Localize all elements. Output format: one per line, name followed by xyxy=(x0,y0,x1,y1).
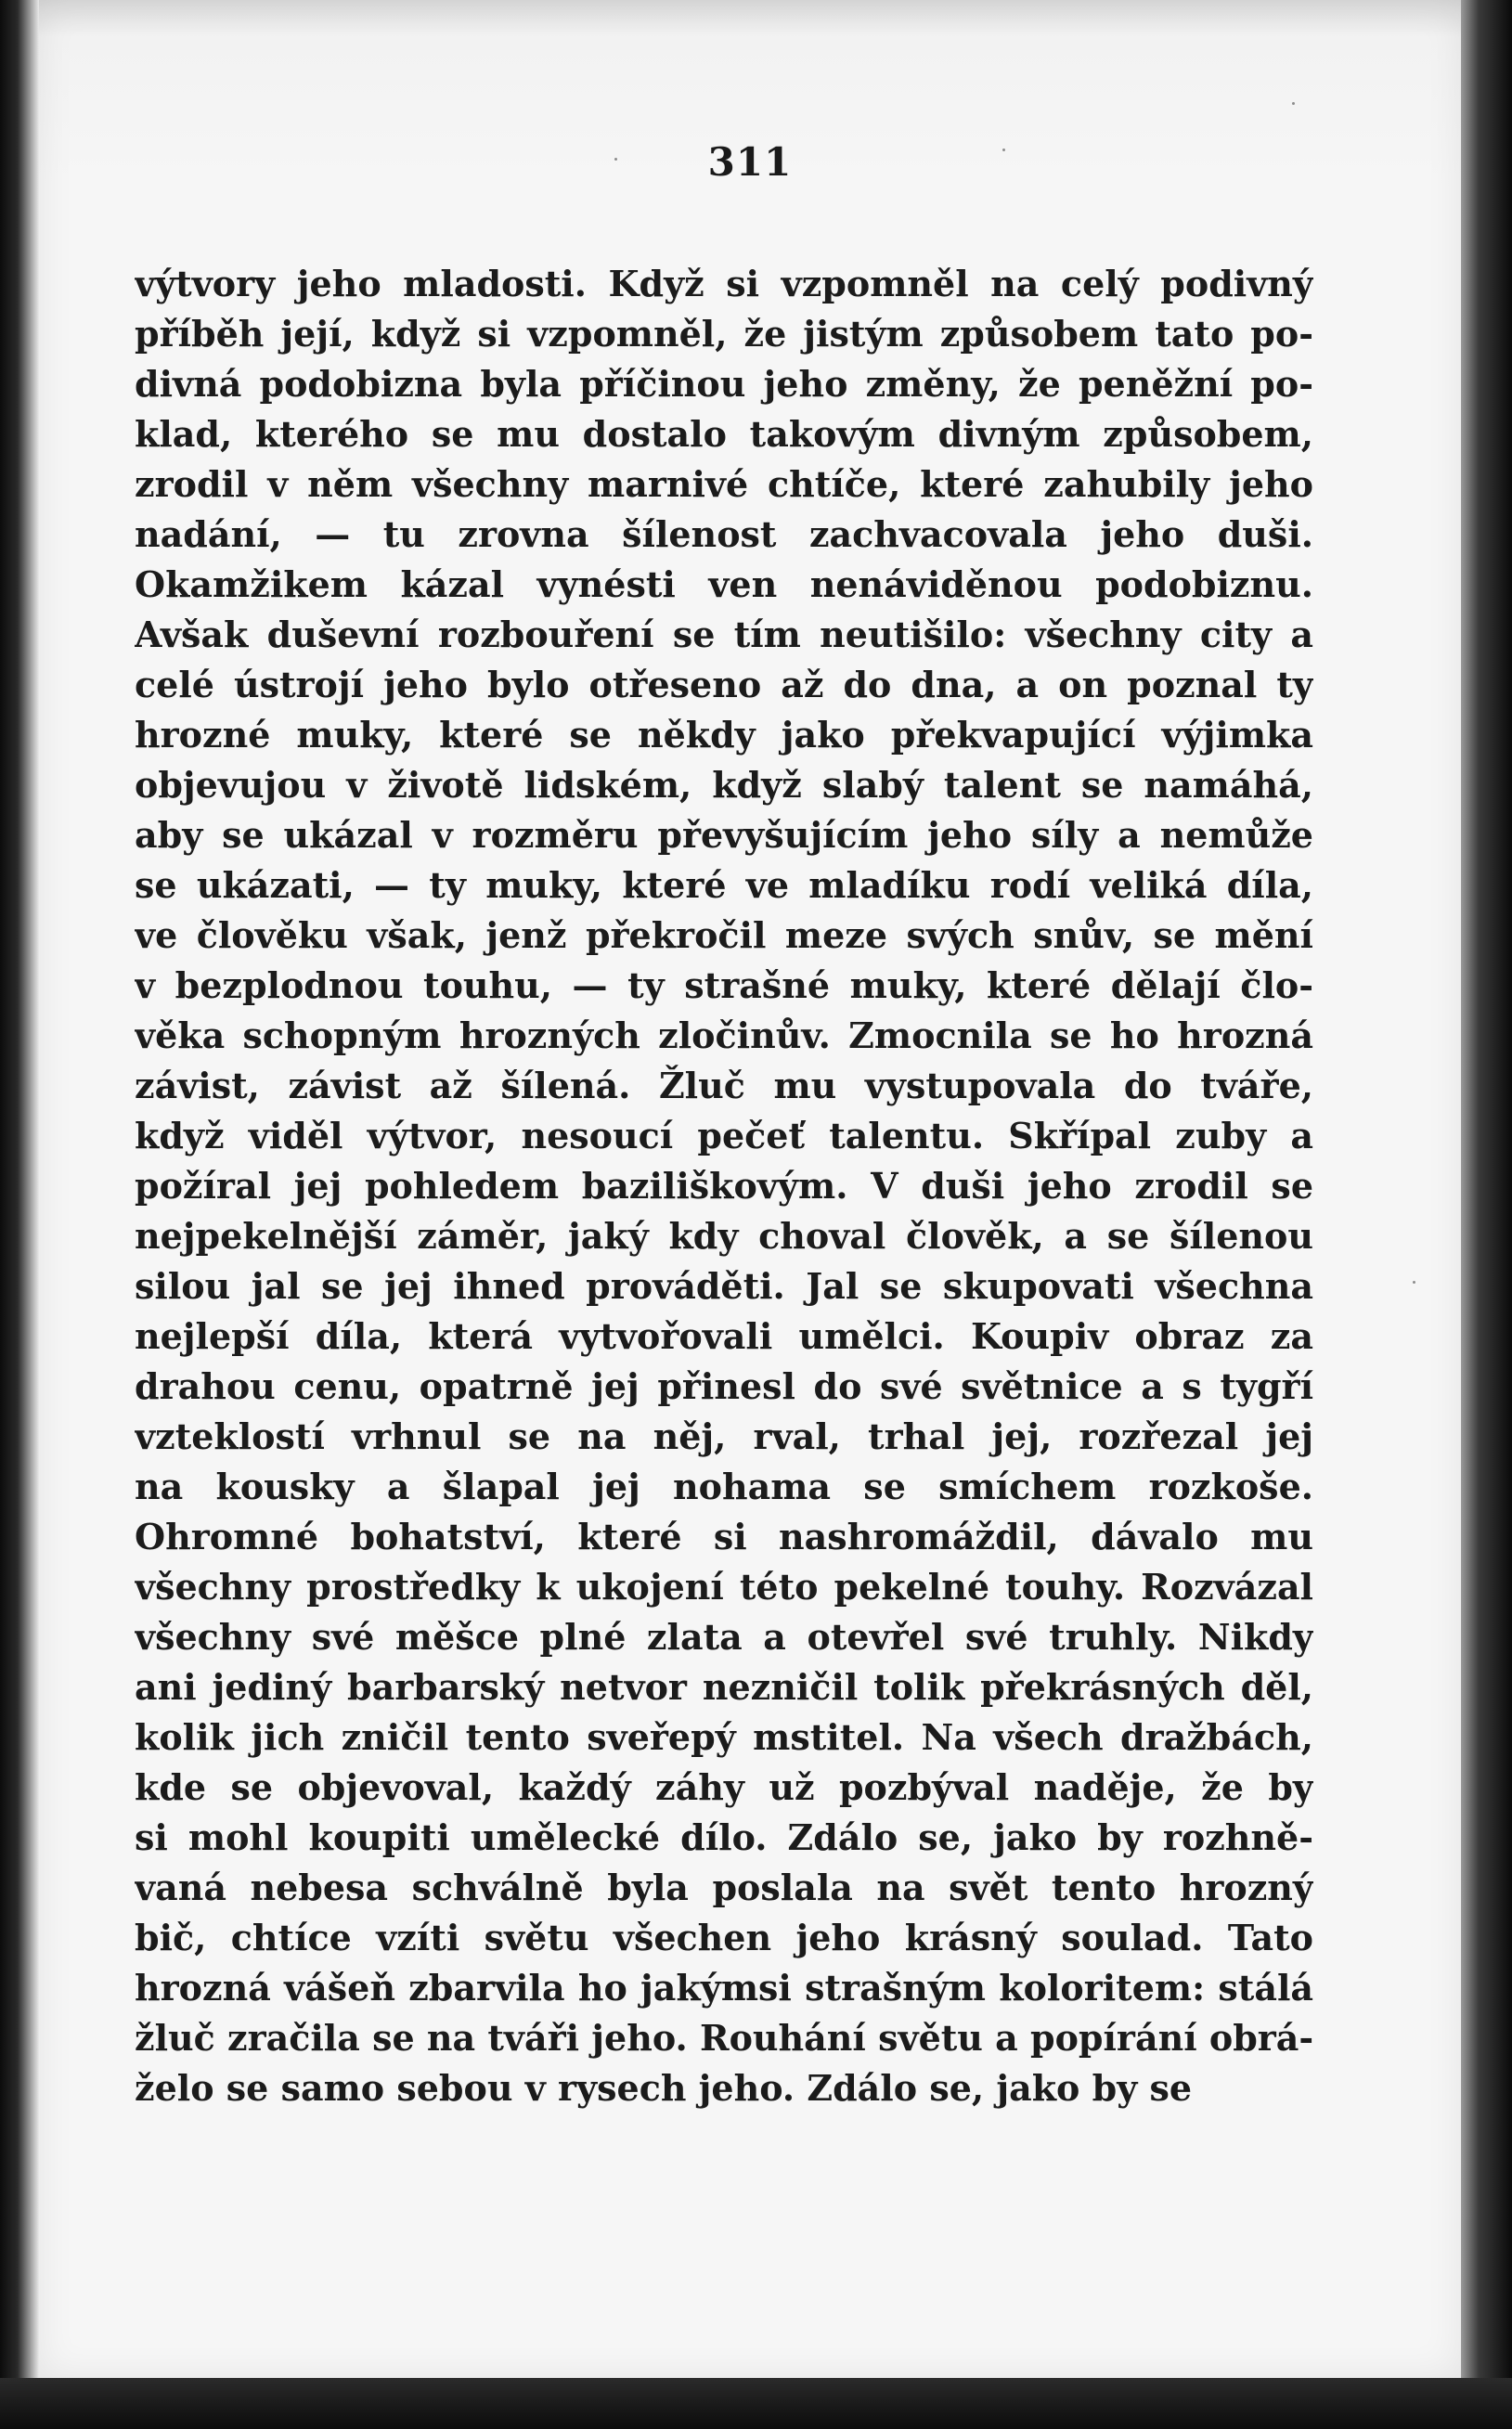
text-line: nejpekelnější záměr, jaký kdy choval člověk, a se šílenou xyxy=(135,1215,1313,1257)
text-line: nadání, — tu zrovna šílenost zachvacovala jeho duši. xyxy=(135,513,1313,555)
left-page-edge xyxy=(0,0,39,2429)
text-line: vaná nebesa schválně byla poslala na svět tento hrozný xyxy=(135,1867,1313,1908)
text-line: příběh její, když si vzpomněl, že jistým způsobem tato po- xyxy=(135,313,1313,355)
text-line: silou jal se jej ihned prováděti. Jal se skupovati všechna xyxy=(135,1265,1313,1307)
text-line: všechny prostředky k ukojení této pekelné touhy. Rozvázal xyxy=(135,1566,1313,1608)
text-line: Okamžikem kázal vynésti ven nenáviděnou podobiznu. xyxy=(135,563,1313,605)
text-line: hrozná vášeň zbarvila ho jakýmsi strašným koloritem: stálá xyxy=(135,1967,1313,2009)
paper-speck xyxy=(1413,1281,1415,1284)
text-line: objevujou v životě lidském, když slabý talent se namáhá, xyxy=(135,764,1313,806)
text-line: zrodil v něm všechny marnivé chtíče, které zahubily jeho xyxy=(135,463,1313,505)
text-line: požíral jej pohledem baziliškovým. V duši jeho zrodil se xyxy=(135,1165,1313,1207)
text-line: věka schopným hrozných zločinův. Zmocnila se ho hrozná xyxy=(135,1014,1313,1056)
text-line: bič, chtíce vzíti světu všechen jeho krásný soulad. Tato xyxy=(135,1917,1313,1958)
text-line: nejlepší díla, která vytvořovali umělci. Koupiv obraz za xyxy=(135,1315,1313,1357)
text-line: si mohl koupiti umělecké dílo. Zdálo se, jako by rozhně- xyxy=(135,1816,1313,1858)
text-line: ve člověku však, jenž překročil meze svých snův, se mění xyxy=(135,914,1313,956)
paper-speck xyxy=(1002,149,1005,151)
text-line: se ukázati, — ty muky, které ve mladíku rodí veliká díla, xyxy=(135,864,1313,906)
text-line: divná podobizna byla příčinou jeho změny, že peněžní po- xyxy=(135,363,1313,405)
text-line: celé ústrojí jeho bylo otřeseno až do dna, a on poznal ty xyxy=(135,664,1313,705)
text-line: závist, závist až šílená. Žluč mu vystupovala do tváře, xyxy=(135,1065,1313,1106)
text-line: aby se ukázal v rozměru převyšujícím jeho síly a nemůže xyxy=(135,814,1313,856)
text-line: kde se objevoval, každý záhy už pozbýval naděje, že by xyxy=(135,1766,1313,1808)
text-line: ani jediný barbarský netvor nezničil tolik překrásných děl, xyxy=(135,1666,1313,1708)
bottom-scan-shadow xyxy=(0,2378,1512,2429)
page-body-text xyxy=(135,259,1313,2113)
page-number: 311 xyxy=(707,139,793,185)
text-line: když viděl výtvor, nesoucí pečeť talentu. Skřípal zuby a xyxy=(135,1115,1313,1156)
text-line: kolik jich zničil tento sveřepý mstitel. Na všech dražbách, xyxy=(135,1716,1313,1758)
text-line: Avšak duševní rozbouření se tím neutišilo: všechny city a xyxy=(135,614,1313,655)
text-line: želo se samo sebou v rysech jeho. Zdálo se, jako by se xyxy=(135,2067,1193,2109)
text-line: žluč zračila se na tváři jeho. Rouhání světu a popírání obrá- xyxy=(135,2017,1313,2059)
text-line: výtvory jeho mladosti. Když si vzpomněl na celý podivný xyxy=(135,263,1313,304)
text-line: Ohromné bohatství, které si nashromáždil, dávalo mu xyxy=(135,1516,1313,1557)
text-line: všechny své měšce plné zlata a otevřel své truhly. Nikdy xyxy=(135,1616,1313,1658)
book-page xyxy=(39,0,1461,2378)
text-line: na kousky a šlapal jej nohama se smíchem rozkoše. xyxy=(135,1466,1313,1507)
text-line: klad, kterého se mu dostalo takovým divným způsobem, xyxy=(135,413,1313,455)
paper-speck xyxy=(1292,102,1295,105)
right-binding-shadow xyxy=(1461,0,1512,2429)
text-line: hrozné muky, které se někdy jako překvapující výjimka xyxy=(135,714,1313,756)
text-line: v bezplodnou touhu, — ty strašné muky, které dělají člo- xyxy=(135,964,1313,1006)
text-line: vzteklostí vrhnul se na něj, rval, trhal jej, rozřezal jej xyxy=(135,1415,1313,1457)
text-line: drahou cenu, opatrně jej přinesl do své světnice a s tygří xyxy=(135,1365,1313,1407)
paper-speck xyxy=(614,158,617,161)
